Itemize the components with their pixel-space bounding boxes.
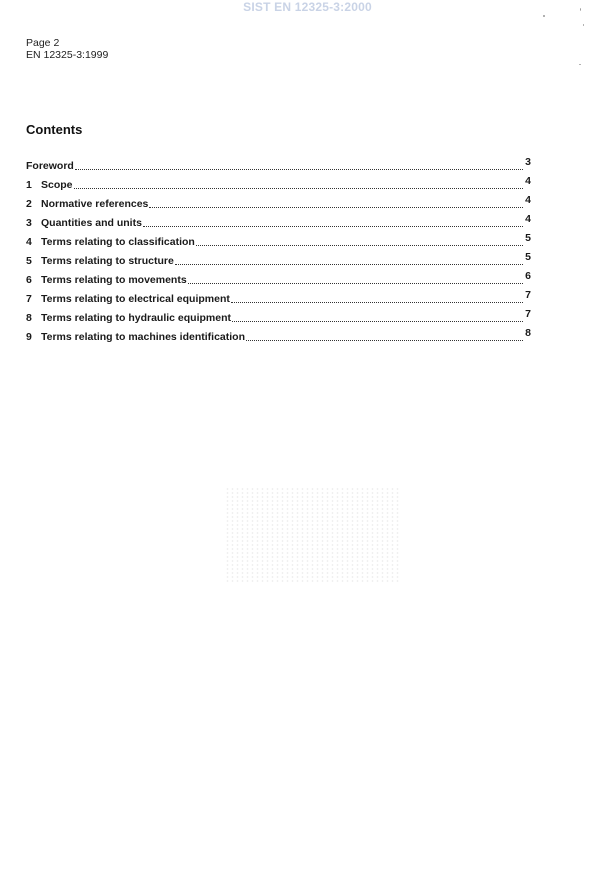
toc-leader [231, 301, 523, 303]
scan-speck [580, 8, 581, 11]
toc-title: Foreword [26, 160, 74, 172]
scan-smudge [225, 487, 400, 582]
table-of-contents [26, 153, 531, 343]
toc-entry-machines-identification[interactable] [26, 324, 531, 343]
toc-leader [232, 320, 523, 322]
scan-speck [543, 15, 545, 17]
toc-entry-classification[interactable] [26, 229, 531, 248]
standard-id: EN 12325-3:1999 [26, 49, 109, 61]
toc-number: 7 [26, 293, 32, 305]
toc-leader [196, 244, 523, 246]
page-header [26, 37, 108, 61]
toc-title: Terms relating to electrical equipment [41, 293, 230, 305]
toc-entry-normative-references[interactable] [26, 191, 531, 210]
toc-leader [175, 263, 523, 265]
toc-leader [246, 339, 523, 341]
toc-title: Terms relating to movements [41, 274, 187, 286]
toc-entry-scope[interactable] [26, 172, 531, 191]
toc-entry-foreword[interactable] [26, 153, 531, 172]
toc-number: 4 [26, 236, 32, 248]
toc-title: Normative references [41, 198, 149, 210]
toc-page: 3 [525, 156, 531, 168]
toc-entry-hydraulic-equipment[interactable] [26, 305, 531, 324]
toc-page: 4 [525, 175, 531, 187]
watermark: SIST EN 12325-3:2000 [243, 0, 372, 14]
toc-leader [74, 187, 523, 189]
toc-page: 5 [525, 232, 531, 244]
toc-title: Terms relating to structure [41, 255, 174, 267]
toc-leader [75, 168, 523, 170]
toc-number: 3 [26, 217, 32, 229]
contents-heading: Contents [26, 122, 83, 137]
toc-page: 7 [525, 308, 531, 320]
toc-title: Terms relating to machines identification [41, 331, 246, 343]
scan-speck [583, 24, 584, 26]
toc-number: 1 [26, 179, 32, 191]
toc-entry-structure[interactable] [26, 248, 531, 267]
toc-page: 4 [525, 213, 531, 225]
toc-title: Scope [41, 179, 73, 191]
toc-page: 4 [525, 194, 531, 206]
toc-number: 5 [26, 255, 32, 267]
toc-number: 2 [26, 198, 32, 210]
toc-page: 6 [525, 270, 531, 282]
toc-leader [188, 282, 523, 284]
page-number: Page 2 [26, 37, 60, 49]
toc-page: 8 [525, 327, 531, 339]
toc-number: 6 [26, 274, 32, 286]
toc-entry-movements[interactable] [26, 267, 531, 286]
toc-number: 8 [26, 312, 32, 324]
toc-leader [149, 206, 523, 208]
toc-number: 9 [26, 331, 32, 343]
toc-page: 5 [525, 251, 531, 263]
toc-entry-electrical-equipment[interactable] [26, 286, 531, 305]
toc-title: Quantities and units [41, 217, 142, 229]
scan-speck [579, 64, 581, 65]
toc-title: Terms relating to hydraulic equipment [41, 312, 232, 324]
toc-leader [143, 225, 523, 227]
toc-entry-quantities-and-units[interactable] [26, 210, 531, 229]
toc-title: Terms relating to classification [41, 236, 195, 248]
toc-page: 7 [525, 289, 531, 301]
